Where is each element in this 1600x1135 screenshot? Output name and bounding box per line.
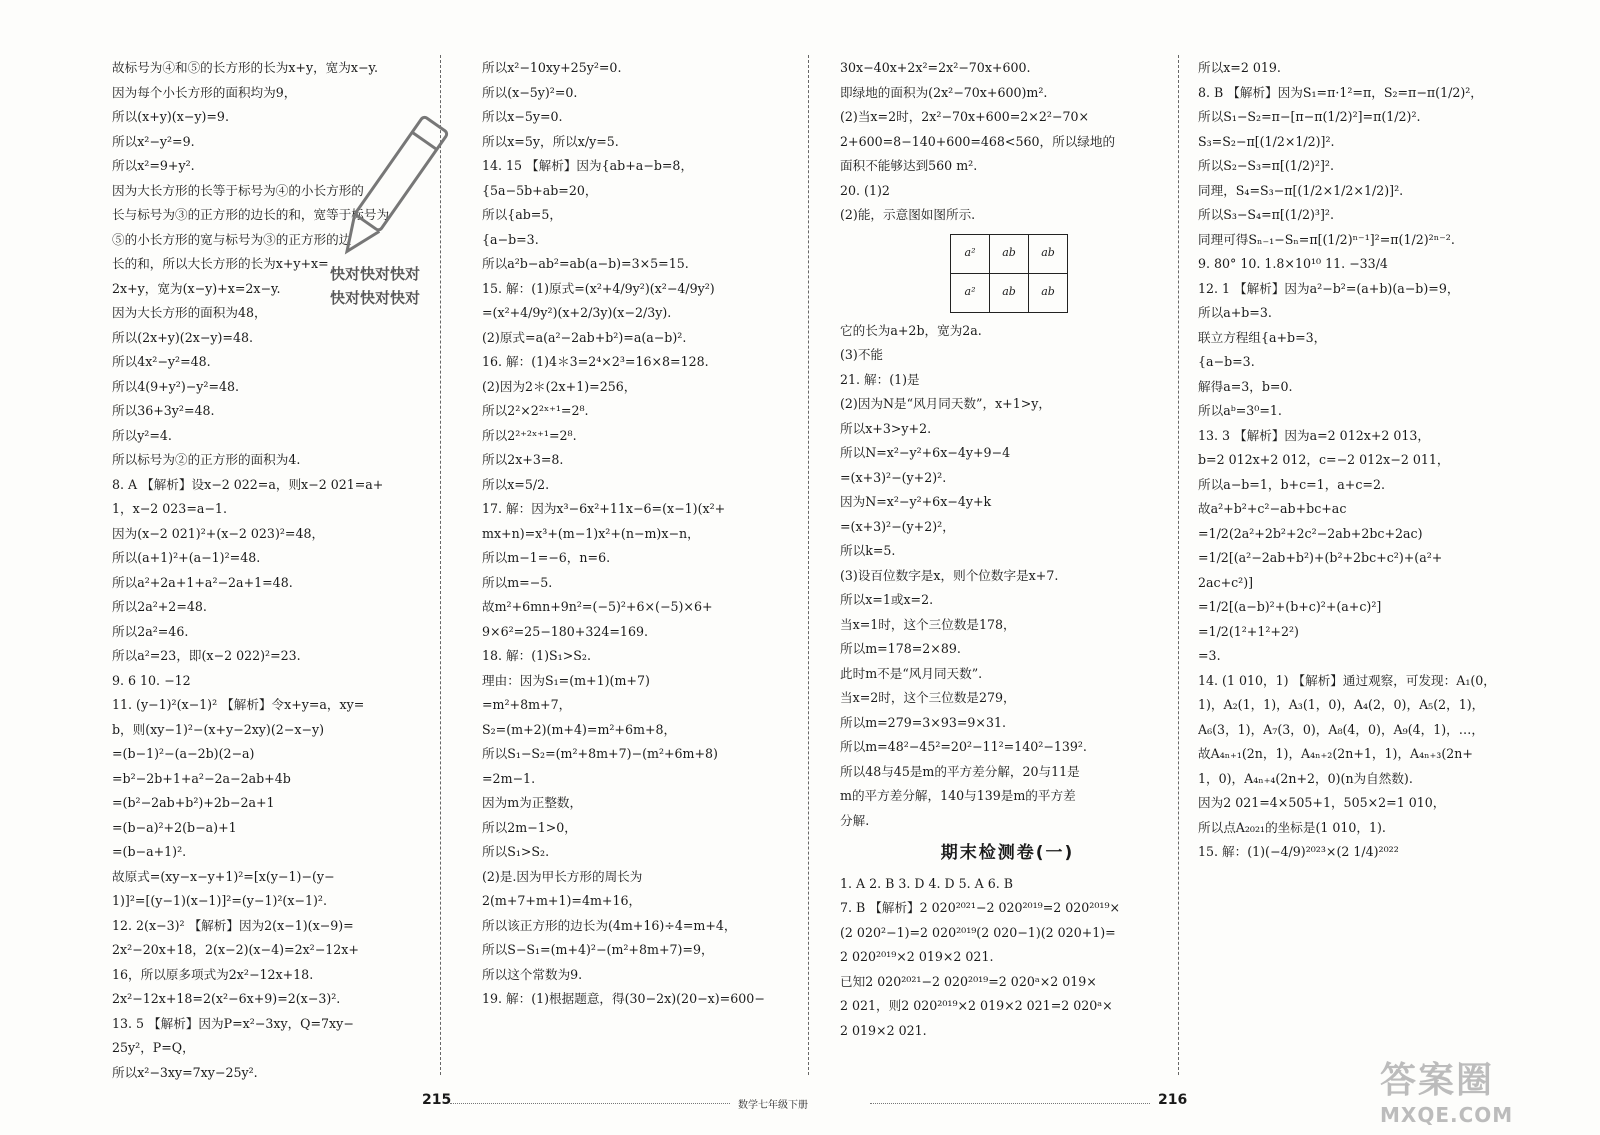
text-line: 2(m+7+m+1)=4m+16， [482, 893, 642, 908]
column-4 [1198, 56, 1543, 865]
text-line: 故A₄ₙ₊₁(2n，1)，A₄ₙ₊₂(2n+1，1)，A₄ₙ₊₃(2n+ [1198, 746, 1473, 761]
grid-cell: a² [951, 273, 990, 312]
text-line: 9. 80° 10. 1.8×10¹⁰ 11. −33/4 [1198, 256, 1388, 271]
watermark [1380, 1052, 1513, 1127]
text-line: 所以(2x+y)(2x−y)=48. [112, 329, 253, 345]
text-line: 所以2x+3=8. [482, 452, 564, 467]
text-line: 所以该正方形的边长为(4m+16)÷4=m+4， [482, 917, 737, 933]
text-line: {5a−5b+ab=20， [482, 182, 598, 198]
text-line: 因为2 021=4×505+1，505×2=1 010， [1198, 795, 1446, 810]
text-line: 所以N=x²−y²+6x−4y+9−4 [840, 445, 1011, 460]
text-line: 12. 1 【解析】因为a²−b²=(a+b)(a−b)=9， [1198, 280, 1460, 296]
column-divider [808, 55, 809, 1075]
footer-rule [870, 1103, 1150, 1104]
text-line: 所以m=−5. [482, 574, 553, 590]
grid-cell: ab [990, 234, 1029, 273]
text-line: 15. 解：(1)原式=(x²+4/9y²)(x²−4/9y²) [482, 280, 715, 296]
text-line: 它的长为a+2b，宽为2a. [840, 322, 982, 338]
text-line: 故a²+b²+c²−ab+bc+ac [1198, 501, 1347, 516]
text-line: =(b−a+1)². [112, 844, 187, 859]
text-line: 分解. [840, 812, 870, 828]
text-line: 所以x²−10xy+25y²=0. [482, 60, 622, 75]
text-line: S₃=S₂−π[(1/2×1/2)]². [1198, 133, 1335, 149]
text-line: 所以m−1=−6，n=6. [482, 550, 611, 565]
text-line: 故m²+6mn+9n²=(−5)²+6×(−5)×6+ [482, 599, 713, 614]
text-line: =3. [1198, 648, 1221, 663]
text-line: 因为每个小长方形的面积均为9， [112, 84, 297, 100]
text-line: (2)能，示意图如图所示. [840, 207, 976, 222]
text-line: (2)原式=a(a²−2ab+b²)=a(a−b)². [482, 329, 687, 345]
text-line: 即绿地的面积为(2x²−70x+600)m². [840, 84, 1048, 100]
text-line: 1，x−2 023=a−1. [112, 501, 227, 516]
text-line: ⑤的小长方形的宽与标号为③的正方形的边 [112, 231, 352, 247]
text-line: 所以a²b−ab²=ab(a−b)=3×5=15. [482, 256, 689, 271]
text-line: 所以S₃−S₄=π[(1/2)³]². [1198, 207, 1334, 222]
text-line: 所以a²+2a+1+a²−2a+1=48. [112, 574, 293, 590]
text-line: 所以(x+y)(x−y)=9. [112, 109, 229, 124]
text-line: 所以a+b=3. [1198, 305, 1272, 320]
text-line: 所以x+3>y+2. [840, 420, 932, 436]
text-line: =(x+3)²−(y+2)²， [840, 518, 955, 534]
text-line: 因为(x−2 021)²+(x−2 023)²=48， [112, 525, 325, 541]
text-line: 所以这个常数为9. [482, 966, 583, 982]
text-line: 2x+y，宽为(x−y)+x=2x−y. [112, 280, 281, 296]
text-line: 同理可得Sₙ₋₁−Sₙ=π[(1/2)ⁿ⁻¹]²=π(1/2)²ⁿ⁻². [1198, 231, 1455, 247]
text-line: 因为大长方形的长等于标号为④的小长方形的 [112, 182, 364, 198]
text-line: (2)因为2＊(2x+1)=256， [482, 378, 637, 394]
text-line: 所以x²−y²=9. [112, 133, 195, 149]
text-line: 所以m=48²−45²=20²−11²=140²−139². [840, 739, 1087, 754]
text-line: 所以k=5. [840, 543, 896, 558]
text-line: 所以x=1或x=2. [840, 592, 934, 607]
text-line: 7. B 【解析】2 020²⁰²¹−2 020²⁰¹⁹=2 020²⁰¹⁹× [840, 900, 1121, 915]
text-line: {a−b=3. [1198, 354, 1255, 369]
text-line: 1)]²=[(y−1)(x−1)]²=(y−1)²(x−1)². [112, 893, 327, 908]
text-line: 解得a=3，b=0. [1198, 378, 1293, 394]
text-line: =2m−1. [482, 770, 536, 786]
text-line: 所以y²=4. [112, 427, 172, 443]
text-line: 12. 2(x−3)² 【解析】因为2(x−1)(x−9)= [112, 917, 354, 933]
stamp-line: 快对快对快对 [330, 265, 421, 283]
text-line: 8. A 【解析】设x−2 022=a，则x−2 021=a+ [112, 476, 384, 492]
text-line: 所以aᵇ=3⁰=1. [1198, 403, 1282, 418]
text-line: 所以48与45是m的平方差分解，20与11是 [840, 763, 1080, 779]
text-line: (2 020²−1)=2 020²⁰¹⁹(2 020−1)(2 020+1)= [840, 924, 1116, 940]
text-line: 此时m不是“风月同天数”. [840, 665, 983, 681]
text-line: =b²−2b+1+a²−2a−2ab+4b [112, 770, 291, 786]
text-line: 所以S₁−S₂=π−[π−π(1/2)²]=π(1/2)². [1198, 109, 1421, 124]
grid-cell: a² [951, 234, 990, 273]
text-line: 所以4(9+y²)−y²=48. [112, 378, 240, 394]
stamp-text [330, 262, 420, 310]
text-line: (2)是.因为甲长方形的周长为 [482, 868, 643, 884]
text-line: 当x=2时，这个三位数是279， [840, 690, 1016, 705]
text-line: 2 019×2 021. [840, 1022, 927, 1038]
text-line: 所以标号为②的正方形的面积为4. [112, 452, 301, 467]
text-line: b，则(xy−1)²−(x+y−2xy)(2−x−y) [112, 721, 324, 737]
text-line: 8. B 【解析】因为S₁=π·1²=π，S₂=π−π(1/2)²， [1198, 84, 1483, 100]
section-title: 期末检测卷(一) [940, 843, 1075, 863]
text-line: 11. (y−1)²(x−1)² 【解析】令x+y=a，xy= [112, 697, 365, 712]
text-line: =1/2(2a²+2b²+2c²−2ab+2bc+2ac) [1198, 525, 1423, 541]
text-line: S₂=(m+2)(m+4)=m²+6m+8， [482, 721, 677, 737]
text-line: 所以x−5y=0. [482, 109, 563, 124]
text-line: {a−b=3. [482, 231, 539, 247]
text-line: 所以(a+1)²+(a−1)²=48. [112, 550, 261, 565]
text-line: 故原式=(xy−x−y+1)²=[x(y−1)−(y− [112, 868, 335, 884]
grid-cell: ab [990, 273, 1029, 312]
text-line: 2+600=8−140+600=468<560，所以绿地的 [840, 133, 1116, 149]
text-line: 所以S−S₁=(m+4)²−(m²+8m+7)=9， [482, 942, 714, 957]
text-line: 所以S₁−S₂=(m²+8m+7)−(m²+6m+8) [482, 746, 718, 761]
text-line: 所以2a²=46. [112, 623, 189, 639]
text-line: m的平方差分解，140与139是m的平方差 [840, 788, 1076, 803]
text-line: mx+n)=x³+(m−1)x²+(n−m)x−n， [482, 525, 700, 541]
text-line: =1/2[(a²−2ab+b²)+(b²+2bc+c²)+(a²+ [1198, 550, 1443, 565]
text-line: 因为大长方形的面积为48， [112, 305, 267, 320]
text-line: 所以m=178=2×89. [840, 641, 961, 656]
text-line: 因为N=x²−y²+6x−4y+k [840, 494, 992, 509]
watermark-url: MXQE.COM [1380, 1103, 1514, 1127]
text-line: =(b−a)²+2(b−a)+1 [112, 819, 237, 835]
text-line: 1，0)，A₄ₙ₊₄(2n+2，0)(n为自然数). [1198, 770, 1413, 786]
text-line: =(x+3)²−(y+2)². [840, 469, 947, 485]
text-line: 所以4x²−y²=48. [112, 354, 211, 369]
text-line: 18. 解：(1)S₁>S₂. [482, 648, 591, 663]
text-line: =(x²+4/9y²)(x+2/3y)(x−2/3y). [482, 305, 672, 320]
page-number-left: 215 [422, 1092, 452, 1108]
text-line: 16. 解：(1)4＊3=2⁴×2³=16×8=128. [482, 354, 709, 369]
text-line: 所以{ab=5， [482, 207, 562, 222]
page-number-right: 216 [1158, 1092, 1188, 1108]
text-line: 2x²−12x+18=2(x²−6x+9)=2(x−3)². [112, 991, 341, 1006]
text-line: 因为m为正整数， [482, 795, 583, 810]
text-line: 16，所以原多项式为2x²−12x+18. [112, 966, 314, 982]
text-line: 所以a−b=1，b+c=1，a+c=2. [1198, 476, 1385, 492]
text-line: 14. (1 010，1) 【解析】通过观察，可发现：A₁(0， [1198, 672, 1496, 688]
text-line: 17. 解：因为x³−6x²+11x−6=(x−1)(x²+ [482, 501, 726, 516]
text-line: 所以2²×2²ˣ⁺¹=2⁸. [482, 403, 589, 418]
text-line: 已知2 020²⁰²¹−2 020²⁰¹⁹=2 020ᵃ×2 019× [840, 973, 1097, 989]
text-line: 长与标号为③的正方形的边长的和，宽等于标号为 [112, 207, 390, 222]
footer-rule [450, 1103, 730, 1104]
text-line: 所以a²=23，即(x−2 022)²=23. [112, 648, 301, 663]
text-line: 25y²，P=Q， [112, 1040, 195, 1055]
text-line: =(b−1)²−(a−2b)(2−a) [112, 746, 255, 761]
text-line: 2ac+c²)] [1198, 574, 1254, 590]
text-line: 9. 6 10. −12 [112, 672, 191, 688]
text-line: 理由：因为S₁=(m+1)(m+7) [482, 672, 650, 688]
text-line: 所以x=5y，所以x/y=5. [482, 133, 619, 149]
text-line: 20. (1)2 [840, 182, 890, 198]
text-line: =m²+8m+7， [482, 697, 572, 712]
text-line: 13. 3 【解析】因为a=2 012x+2 013， [1198, 427, 1431, 443]
pencil-stamp-icon [330, 100, 450, 280]
text-line: 所以2m−1>0， [482, 819, 577, 835]
text-line: 所以2a²+2=48. [112, 599, 207, 614]
text-line: 2x²−20x+18，2(x−2)(x−4)=2x²−12x+ [112, 942, 359, 957]
text-line: (3)不能 [840, 347, 884, 362]
text-line: 所以m=279=3×93=9×31. [840, 714, 1007, 730]
text-line: 所以x=5/2. [482, 476, 550, 492]
text-line: 所以x=2 019. [1198, 60, 1281, 75]
grid-cell: ab [1029, 234, 1068, 273]
text-line: b=2 012x+2 012，c=−2 012x−2 011， [1198, 452, 1450, 467]
column-3 [840, 56, 1175, 1043]
text-line: 所以点A₂₀₂₁的坐标是(1 010，1). [1198, 819, 1386, 835]
text-line: 长的和，所以大长方形的长为x+y+x= [112, 256, 329, 271]
footer-title: 数学七年级下册 [738, 1100, 808, 1111]
text-line: A₆(3，1)，A₇(3，0)，A₈(4，0)，A₉(4，1)，…， [1198, 721, 1484, 737]
text-line: 9×6²=25−180+324=169. [482, 623, 648, 639]
text-line: 2 021，则2 020²⁰¹⁹×2 019×2 021=2 020ᵃ× [840, 998, 1113, 1013]
text-line: 所以36+3y²=48. [112, 403, 215, 418]
column-divider [1178, 55, 1179, 1075]
text-line: 14. 15 【解析】因为{ab+a−b=8， [482, 158, 694, 173]
text-line: =1/2(1²+1²+2²) [1198, 623, 1299, 639]
text-line: 所以S₁>S₂. [482, 844, 550, 859]
text-line: 当x=1时，这个三位数是178， [840, 616, 1016, 632]
text-line: =(b²−2ab+b²)+2b−2a+1 [112, 795, 275, 810]
text-line: 面积不能够达到560 m². [840, 158, 978, 173]
text-line: (2)当x=2时，2x²−70x+600=2×2²−70× [840, 109, 1090, 124]
diagram-grid [950, 234, 1068, 313]
text-line: =1/2[(a−b)²+(b+c)²+(a+c)²] [1198, 599, 1382, 614]
text-line: (2)因为N是“风月同天数”，x+1>y， [840, 396, 1052, 411]
watermark-logo-text: 答案圈 [1380, 1060, 1495, 1101]
text-line: 故标号为④和⑤的长方形的长为x+y，宽为x−y. [112, 60, 378, 75]
text-line: 30x−40x+2x²=2x²−70x+600. [840, 60, 1031, 75]
text-line: 所以(x−5y)²=0. [482, 84, 578, 100]
text-line: 所以x²−3xy=7xy−25y². [112, 1064, 258, 1080]
text-line: 联立方程组{a+b=3， [1198, 329, 1327, 345]
text-line: 所以x²=9+y². [112, 158, 195, 173]
text-line: 所以S₂−S₃=π[(1/2)²]². [1198, 158, 1334, 173]
text-line: 所以2²⁺²ˣ⁺¹=2⁸. [482, 427, 577, 443]
text-line: 21. 解：(1)是 [840, 371, 920, 387]
text-line: (3)设百位数字是x，则个位数字是x+7. [840, 567, 1059, 583]
grid-cell: ab [1029, 273, 1068, 312]
text-line: 15. 解：(1)(−4/9)²⁰²³×(2 1/4)²⁰²² [1198, 844, 1399, 859]
stamp-line: 快对快对快对 [330, 289, 421, 307]
text-line: 1. A 2. B 3. D 4. D 5. A 6. B [840, 875, 1014, 891]
text-line: 1)，A₂(1，1)，A₃(1，0)，A₄(2，0)，A₅(2，1)， [1198, 697, 1485, 712]
text-line: 13. 5 【解析】因为P=x²−3xy，Q=7xy− [112, 1015, 354, 1031]
text-line: 19. 解：(1)根据题意，得(30−2x)(20−x)=600− [482, 991, 765, 1006]
text-line: 同理，S₄=S₃−π[(1/2×1/2×1/2)]². [1198, 182, 1404, 198]
column-2 [482, 56, 800, 1012]
text-line: 2 020²⁰¹⁹×2 019×2 021. [840, 949, 994, 964]
